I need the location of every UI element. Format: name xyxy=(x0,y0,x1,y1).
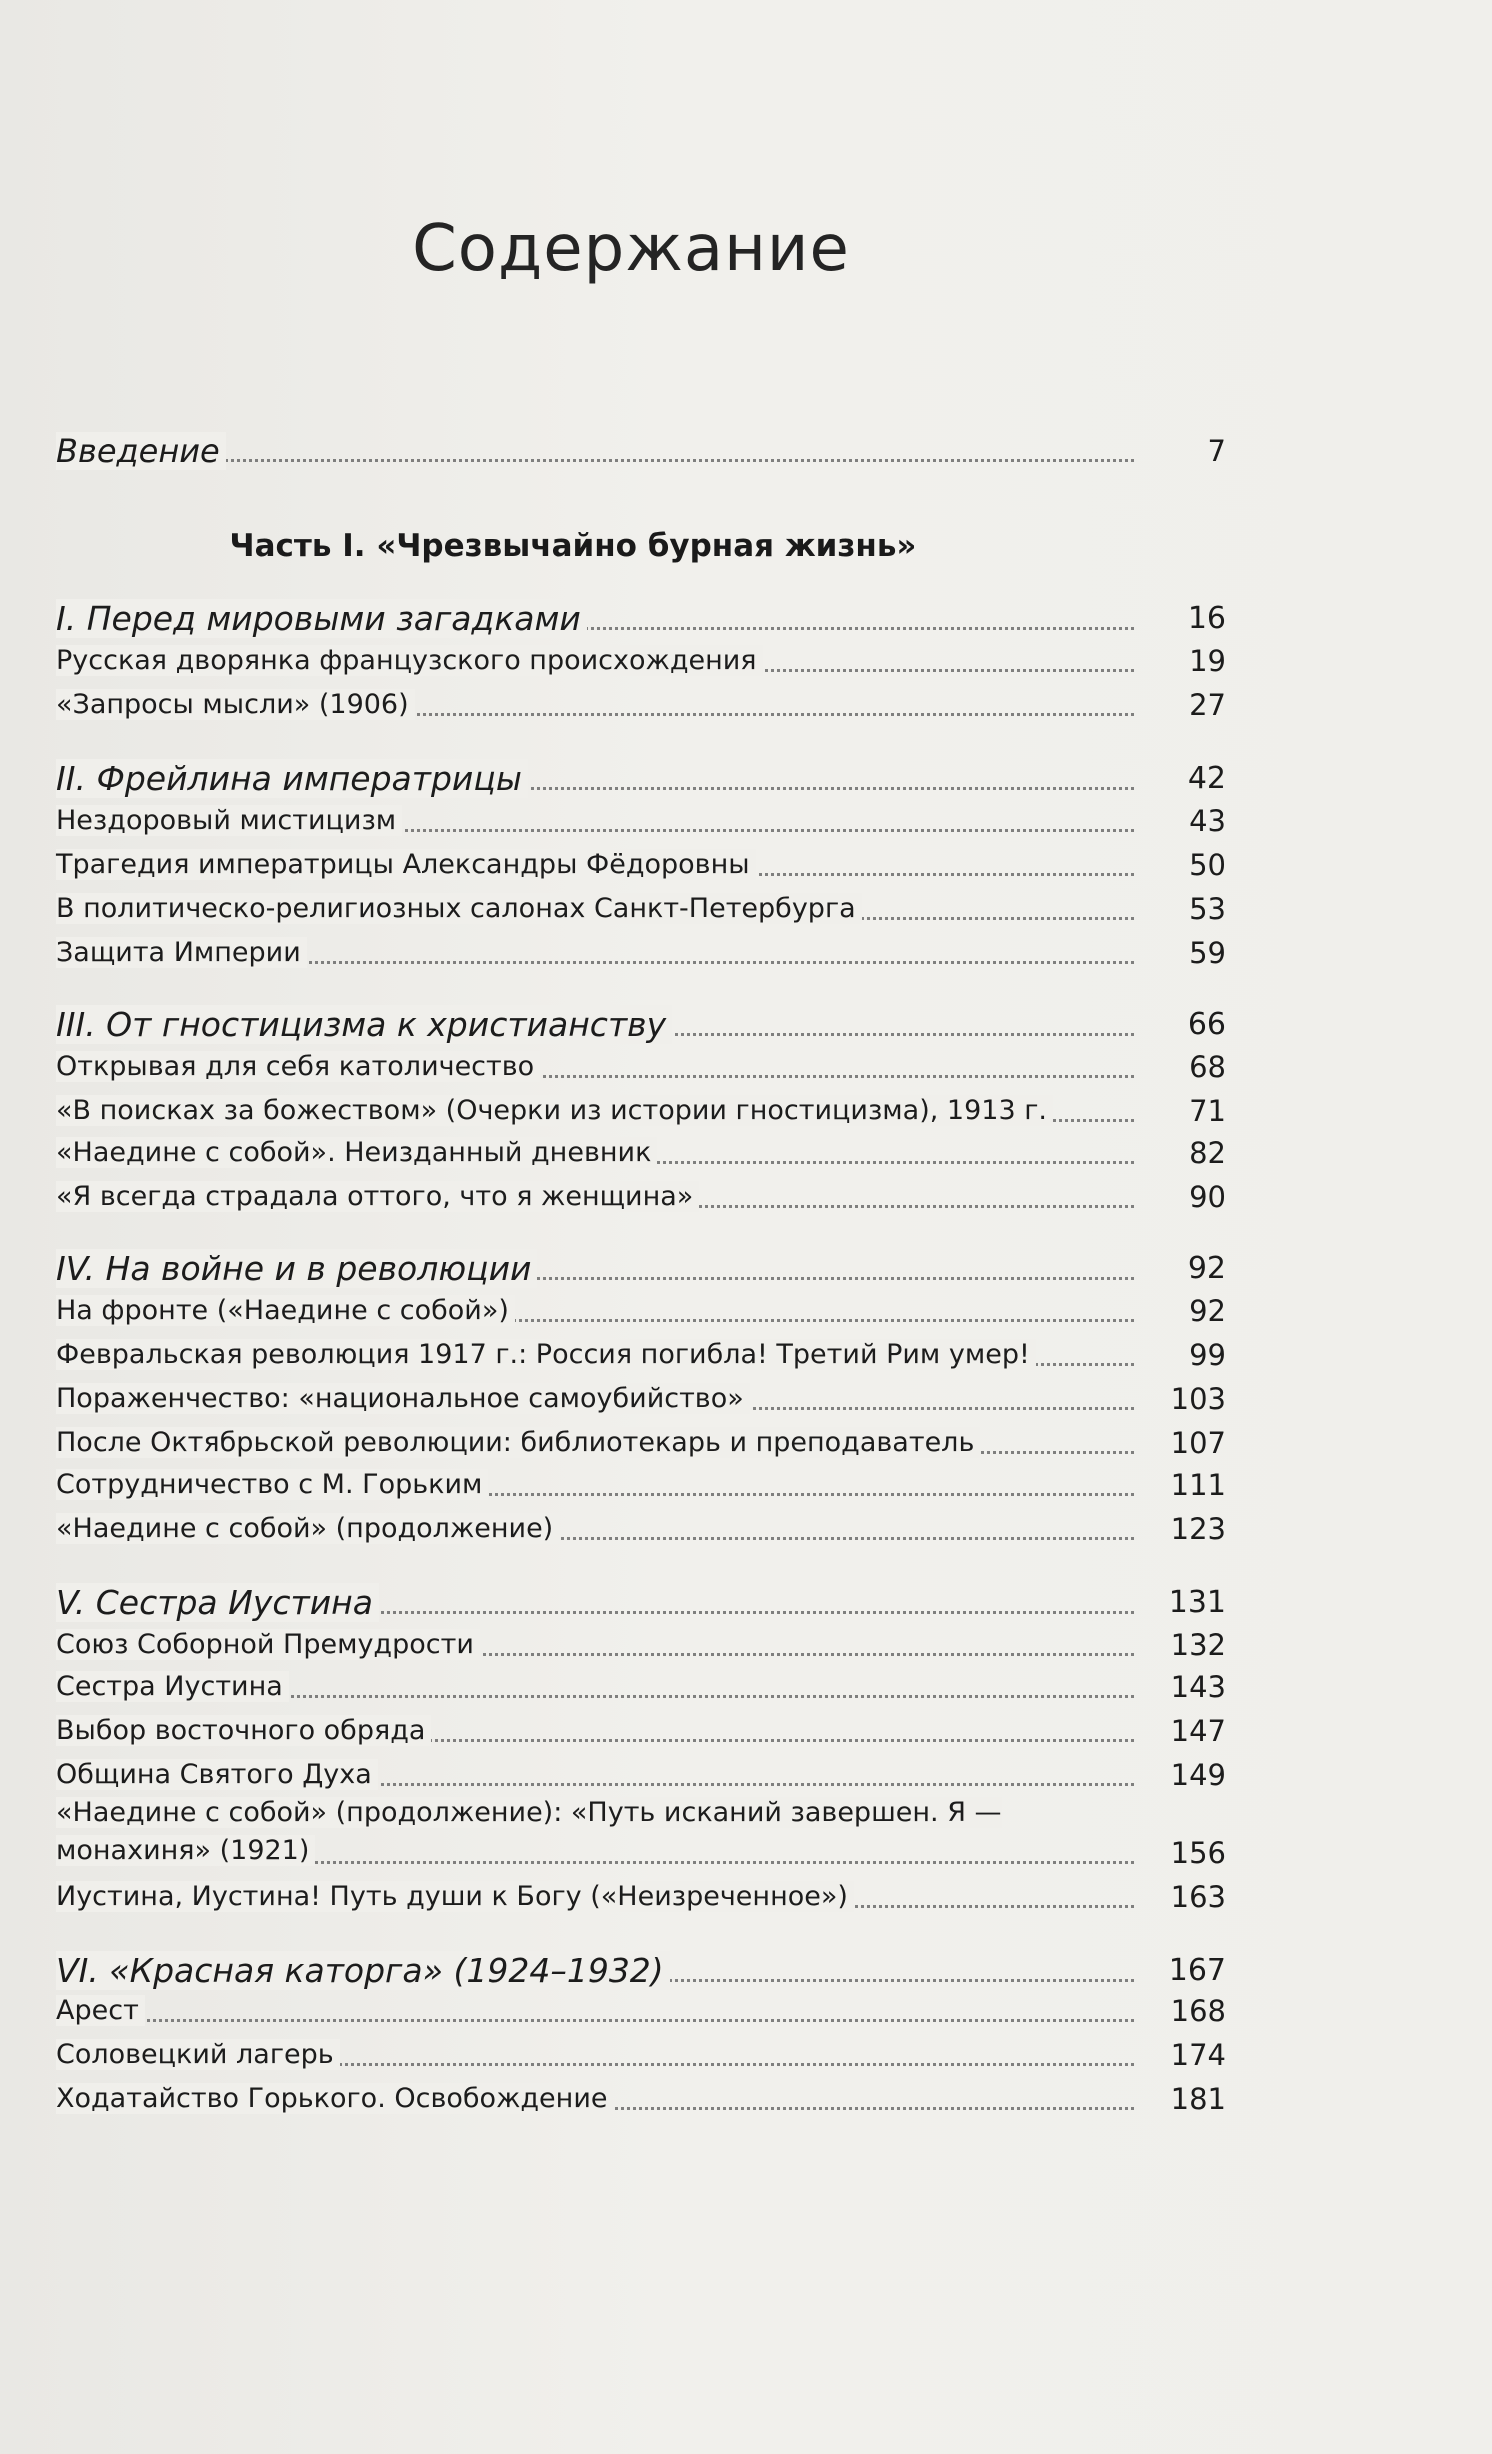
item-label: «В поисках за божеством» (Очерки из истории гностицизма), 1913 г. xyxy=(56,1095,1053,1126)
item-page: 107 xyxy=(1170,1426,1226,1460)
item-label: Сотрудничество с М. Горьким xyxy=(56,1469,488,1500)
item-page: 19 xyxy=(1189,644,1226,678)
item-label: «Наедине с собой». Неизданный дневник xyxy=(56,1137,657,1168)
item-page: 50 xyxy=(1189,848,1226,882)
toc-item xyxy=(56,1332,1226,1376)
item-page: 68 xyxy=(1189,1050,1226,1084)
toc-item xyxy=(56,1622,1226,1666)
item-label: Иустина, Иустина! Путь души к Богу («Неизреченное») xyxy=(56,1881,854,1912)
item-label: Пораженчество: «национальное самоубийство» xyxy=(56,1383,750,1414)
toc-item xyxy=(56,1174,1226,1218)
toc-item xyxy=(56,1506,1226,1550)
item-label: Защита Империи xyxy=(56,937,307,968)
item-label: В политическо-религиозных салонах Санкт-Петербурга xyxy=(56,893,862,924)
toc-chapter xyxy=(56,1246,1226,1290)
toc-item xyxy=(56,682,1226,726)
item-label: На фронте («Наедине с собой») xyxy=(56,1295,515,1326)
chapter-page: 66 xyxy=(1187,1007,1226,1042)
chapter-page: 92 xyxy=(1187,1251,1226,1286)
item-label: «Я всегда страдала оттого, что я женщина» xyxy=(56,1181,699,1212)
item-page: 147 xyxy=(1170,1714,1226,1748)
toc-item xyxy=(56,638,1226,682)
item-page: 90 xyxy=(1189,1180,1226,1214)
chapter-title: V. Сестра Иустина xyxy=(56,1583,379,1622)
chapter-page: 167 xyxy=(1168,1953,1226,1988)
item-label: Сестра Иустина xyxy=(56,1671,289,1702)
item-label: После Октябрьской революции: библиотекарь и преподаватель xyxy=(56,1427,980,1458)
toc-intro-label: Введение xyxy=(56,432,226,470)
toc-item xyxy=(56,1988,1226,2032)
item-label: Соловецкий лагерь xyxy=(56,2039,340,2070)
item-label: Община Святого Духа xyxy=(56,1759,378,1790)
item-page: 123 xyxy=(1170,1512,1226,1546)
toc-item xyxy=(56,1664,1226,1708)
toc-item xyxy=(56,930,1226,974)
toc-item xyxy=(56,1420,1226,1464)
item-page: 111 xyxy=(1170,1468,1226,1502)
item-label: Нездоровый мистицизм xyxy=(56,805,402,836)
item-label: Ходатайство Горького. Освобождение xyxy=(56,2083,613,2114)
item-page: 163 xyxy=(1170,1880,1226,1914)
part-heading: Часть I. «Чрезвычайно бурная жизнь» xyxy=(229,528,917,564)
toc-intro xyxy=(56,428,1226,472)
item-label: «Наедине с собой» (продолжение) xyxy=(56,1513,559,1544)
item-page: 143 xyxy=(1170,1670,1226,1704)
toc-item xyxy=(56,1130,1226,1174)
toc-item xyxy=(56,798,1226,842)
chapter-page: 16 xyxy=(1187,601,1226,636)
item-page: 149 xyxy=(1170,1758,1226,1792)
item-label: Арест xyxy=(56,1995,145,2026)
leader-dots xyxy=(56,2019,1134,2022)
toc-item xyxy=(56,1044,1226,1088)
toc-item xyxy=(56,2032,1226,2076)
item-page: 181 xyxy=(1170,2082,1226,2116)
item-page: 59 xyxy=(1189,936,1226,970)
toc-item xyxy=(56,1288,1226,1332)
item-label: Русская дворянка французского происхождения xyxy=(56,645,763,676)
toc-item xyxy=(56,842,1226,886)
toc-chapter xyxy=(56,1002,1226,1046)
item-page: 71 xyxy=(1189,1094,1226,1128)
item-page: 27 xyxy=(1189,688,1226,722)
item-label: Трагедия императрицы Александры Фёдоровны xyxy=(56,849,756,880)
toc-intro-page: 7 xyxy=(1207,434,1226,468)
chapter-title: III. От гностицизма к христианству xyxy=(56,1005,672,1044)
item-page: 82 xyxy=(1189,1136,1226,1170)
item-page: 53 xyxy=(1189,892,1226,926)
toc-chapter xyxy=(56,1948,1226,1992)
toc-item xyxy=(56,1794,1226,1874)
item-label: Союз Соборной Премудрости xyxy=(56,1629,480,1660)
item-page: 132 xyxy=(1170,1628,1226,1662)
item-page: 156 xyxy=(1170,1836,1226,1870)
toc-chapter xyxy=(56,1580,1226,1624)
item-label: «Запросы мысли» (1906) xyxy=(56,689,415,720)
chapter-title: IV. На войне и в революции xyxy=(56,1249,537,1288)
item-label: Открывая для себя католичество xyxy=(56,1051,540,1082)
item-page: 99 xyxy=(1189,1338,1226,1372)
item-page: 103 xyxy=(1170,1382,1226,1416)
toc-item xyxy=(56,2076,1226,2120)
toc-item xyxy=(56,1376,1226,1420)
chapter-title: II. Фрейлина императрицы xyxy=(56,759,528,798)
item-page: 43 xyxy=(1189,804,1226,838)
toc-item xyxy=(56,1874,1226,1918)
toc-item xyxy=(56,1752,1226,1796)
toc-chapter xyxy=(56,756,1226,800)
chapter-page: 42 xyxy=(1187,761,1226,796)
chapter-title: I. Перед мировыми загадками xyxy=(56,599,587,638)
item-label: Выбор восточного обряда xyxy=(56,1715,431,1746)
toc-chapter xyxy=(56,596,1226,640)
item-label: «Наедине с собой» (продолжение): «Путь исканий завершен. Я — монахиня» (1921) xyxy=(56,1797,1002,1866)
toc-item xyxy=(56,1462,1226,1506)
item-page: 168 xyxy=(1170,1994,1226,2028)
item-label: Февральская революция 1917 г.: Россия погибла! Третий Рим умер! xyxy=(56,1339,1036,1370)
toc-item xyxy=(56,1088,1226,1132)
item-page: 92 xyxy=(1189,1294,1226,1328)
toc-item xyxy=(56,1708,1226,1752)
chapter-page: 131 xyxy=(1168,1585,1226,1620)
chapter-title: VI. «Красная каторга» (1924–1932) xyxy=(56,1951,670,1990)
page-title: Содержание xyxy=(412,212,850,286)
item-page: 174 xyxy=(1170,2038,1226,2072)
toc-item xyxy=(56,886,1226,930)
